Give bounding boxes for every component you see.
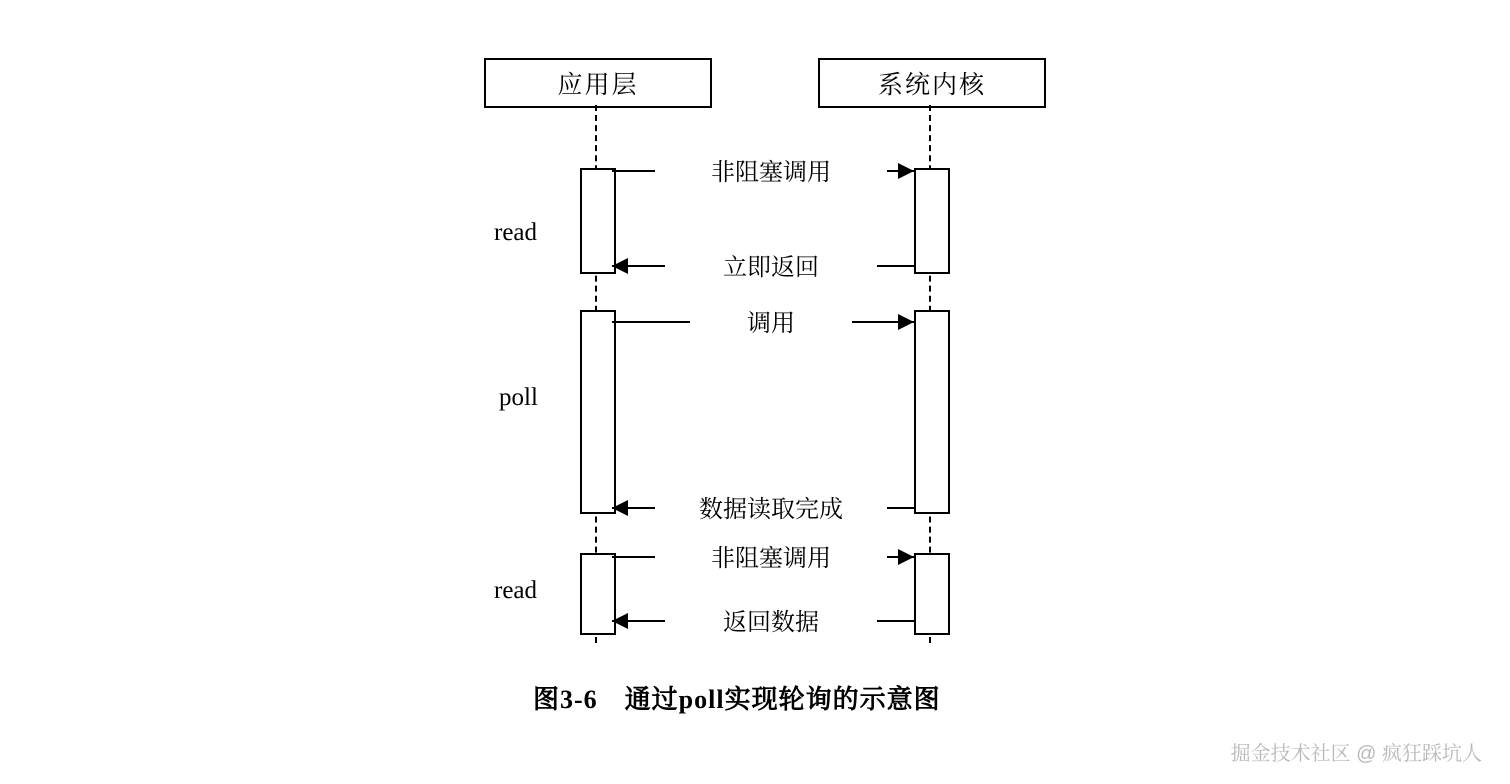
msg-label-4: 数据读取完成 [655,489,887,524]
side-label-poll: poll [499,384,538,411]
side-label-read-1: read [494,219,538,246]
msg-arrow-3 [898,314,914,330]
msg-label-2: 立即返回 [665,247,877,282]
msg-arrow-5 [898,549,914,565]
activation-kernel-poll [914,310,950,514]
participant-box-app [484,58,712,108]
watermark: 掘金技术社区 @ 疯狂踩坑人 [1230,743,1482,765]
activation-kernel-read-2 [914,553,950,635]
msg-label-6: 返回数据 [665,602,877,637]
activation-kernel-read-1 [914,168,950,274]
msg-arrow-4 [612,500,628,516]
activation-app-read-1 [580,168,616,274]
participant-label-app: 应用层 [557,71,639,99]
activation-app-read-2 [580,553,616,635]
participant-label-kernel: 系统内核 [877,71,986,99]
msg-label-1: 非阻塞调用 [655,152,887,187]
figure-caption: 图3-6 通过poll实现轮询的示意图 [533,685,941,714]
msg-label-3: 调用 [690,303,852,338]
side-label-read-2: read [494,577,538,604]
participant-box-kernel [818,58,1046,108]
msg-label-5: 非阻塞调用 [655,538,887,573]
msg-arrow-2 [612,258,628,274]
msg-arrow-1 [898,163,914,179]
msg-arrow-6 [612,613,628,629]
activation-app-poll [580,310,616,514]
